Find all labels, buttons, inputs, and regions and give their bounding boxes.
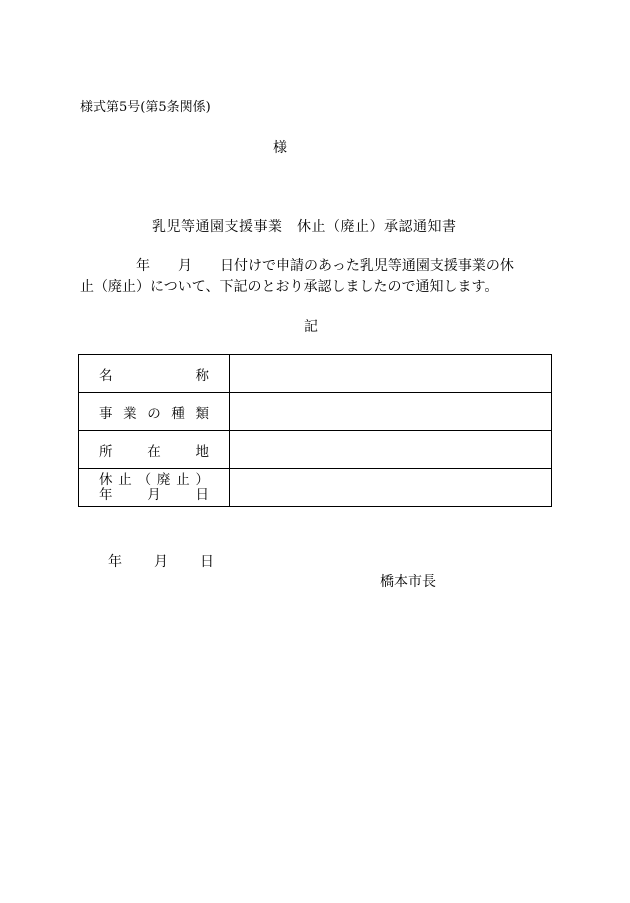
body-text-line2: 止（廃止）について、下記のとおり承認しましたので通知します。 (80, 279, 499, 295)
issue-date-month: 月 (154, 554, 168, 570)
issue-date (108, 551, 214, 571)
table-row (79, 393, 552, 431)
addressee: 様 (273, 140, 287, 156)
ki-heading: 記 (304, 319, 318, 335)
table-row (79, 469, 552, 507)
issue-date-day: 日 (200, 554, 214, 570)
body-year: 年 (136, 258, 150, 274)
value-name (230, 355, 552, 393)
body-month: 月 (178, 258, 192, 274)
label-location: 所 在 地 (79, 431, 230, 469)
issue-date-year: 年 (108, 554, 122, 570)
table-row (79, 431, 552, 469)
issuer-name: 橋本市長 (380, 574, 436, 590)
body-line1-rest: 日付けで申請のあった乳児等通園支援事業の休 (220, 258, 514, 274)
details-table (78, 354, 552, 507)
label-business-type: 事 業 の 種 類 (79, 393, 230, 431)
body-text-line1 (80, 255, 514, 275)
form-number: 様式第5号(第5条関係) (80, 100, 211, 115)
label-name: 名 称 (79, 355, 230, 393)
label-suspension-date: 休 止 （ 廃 止 ） 年 月 日 (79, 469, 230, 507)
document-title: 乳児等通園支援事業 休止（廃止）承認通知書 (152, 219, 457, 235)
value-suspension-date (230, 469, 552, 507)
table-row (79, 355, 552, 393)
value-business-type (230, 393, 552, 431)
value-location (230, 431, 552, 469)
